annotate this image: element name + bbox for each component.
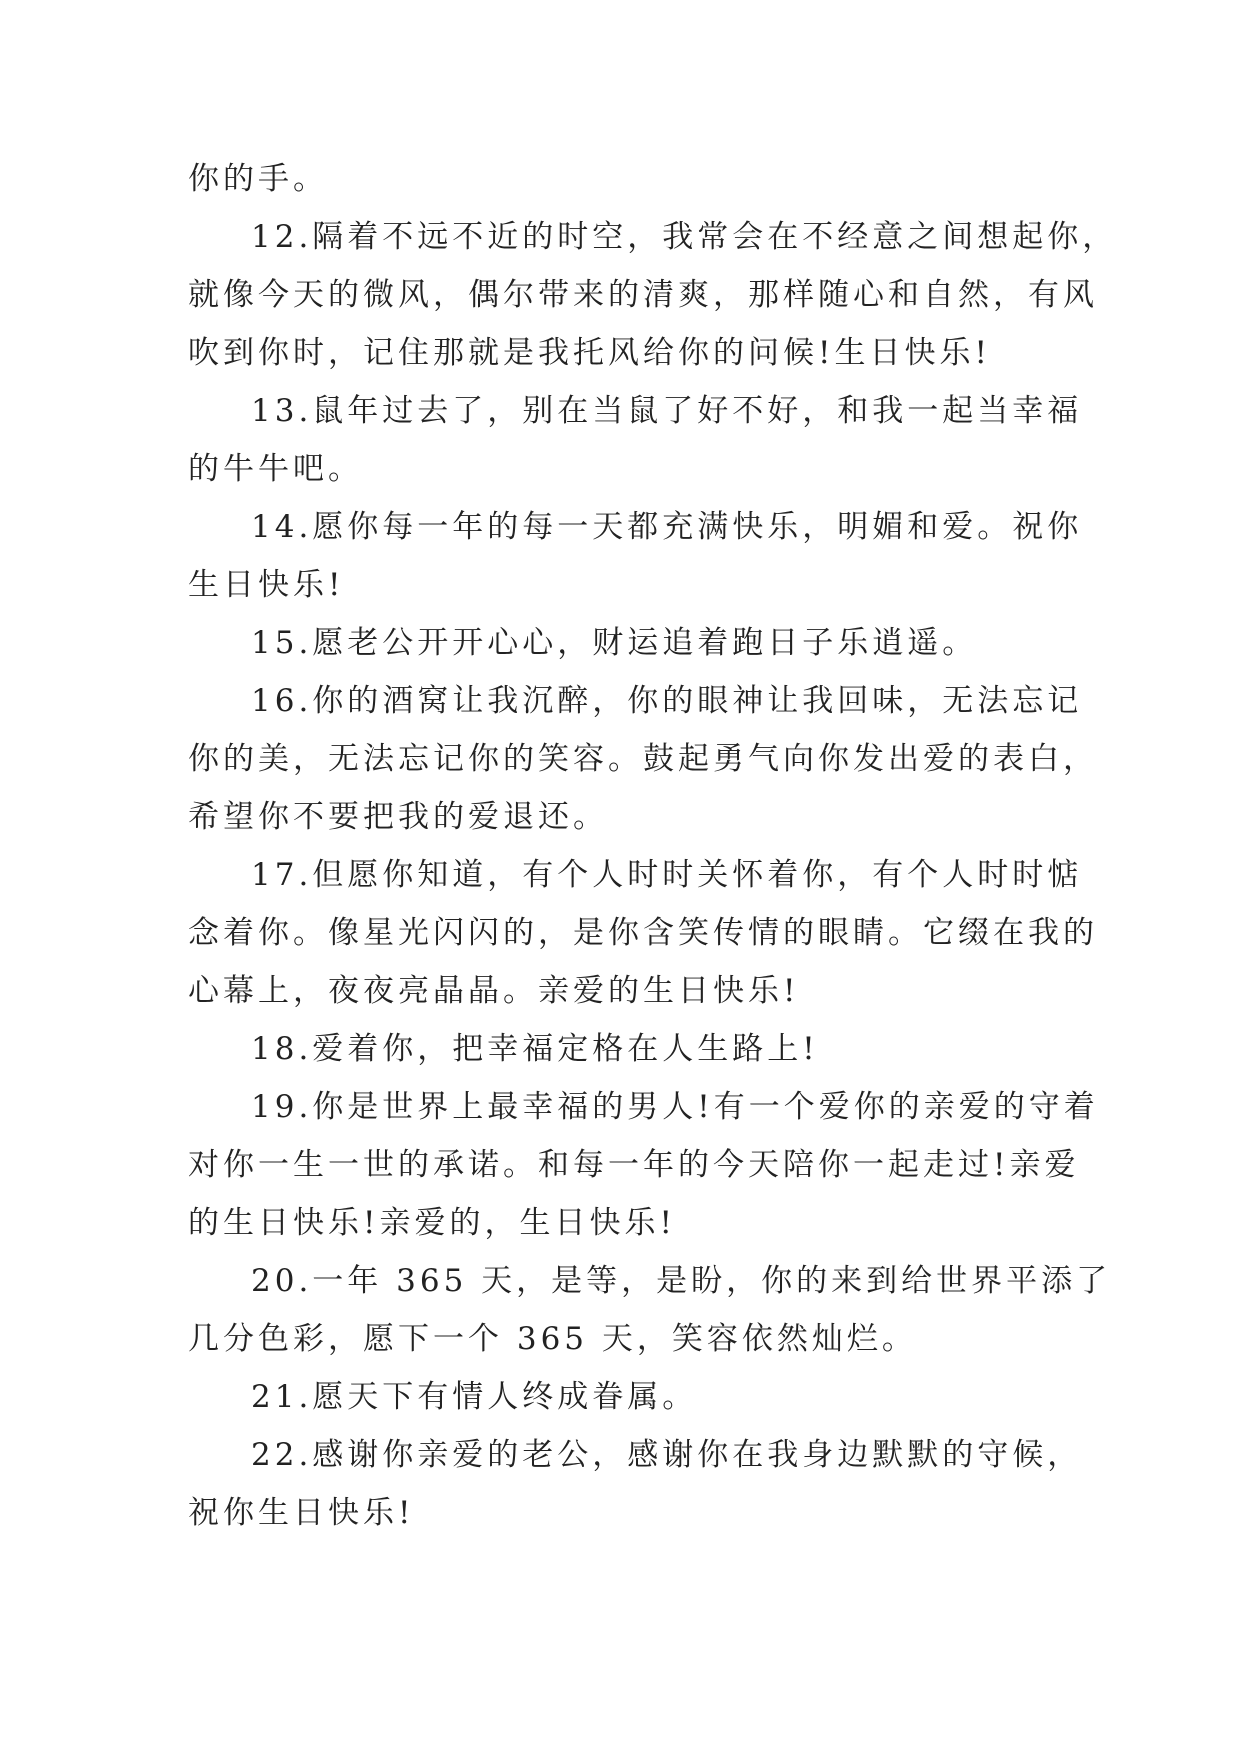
text-line: 14.愿你每一年的每一天都充满快乐，明媚和爱。祝你 [251, 509, 1083, 545]
document-body [188, 150, 1118, 1542]
text-line: 17.但愿你知道，有个人时时关怀着你，有个人时时惦 [251, 857, 1083, 893]
text-line: 生日快乐! [188, 567, 345, 603]
text-line: 祝你生日快乐! [188, 1495, 415, 1531]
text-line: 念着你。像星光闪闪的，是你含笑传情的眼睛。它缀在我的 [188, 915, 1098, 951]
text-line: 心幕上，夜夜亮晶晶。亲爱的生日快乐! [188, 973, 800, 1009]
text-line: 就像今天的微风，偶尔带来的清爽，那样随心和自然，有风 [188, 277, 1098, 313]
text-line: 你的美，无法忘记你的笑容。鼓起勇气向你发出爱的表白， [188, 741, 1098, 777]
text-line: 几分色彩，愿下一个 365 天，笑容依然灿烂。 [188, 1321, 917, 1357]
text-line: 的生日快乐!亲爱的，生日快乐! [188, 1205, 676, 1241]
text-line: 对你一生一世的承诺。和每一年的今天陪你一起走过!亲爱 [188, 1147, 1080, 1183]
text-line: 21.愿天下有情人终成眷属。 [251, 1379, 698, 1415]
text-line: 22.感谢你亲爱的老公，感谢你在我身边默默的守候， [251, 1437, 1083, 1473]
text-line: 你的手。 [188, 161, 328, 197]
text-line: 15.愿老公开开心心，财运追着跑日子乐逍遥。 [251, 625, 978, 661]
text-line: 20.一年 365 天，是等，是盼，你的来到给世界平添了 [251, 1263, 1112, 1299]
text-line: 19.你是世界上最幸福的男人!有一个爱你的亲爱的守着 [251, 1089, 1099, 1125]
text-line: 12.隔着不远不近的时空，我常会在不经意之间想起你， [251, 219, 1118, 255]
text-line: 吹到你时，记住那就是我托风给你的问候!生日快乐! [188, 335, 991, 371]
text-line: 的牛牛吧。 [188, 451, 363, 487]
text-line: 18.爱着你，把幸福定格在人生路上! [251, 1031, 819, 1067]
text-line: 13.鼠年过去了，别在当鼠了好不好，和我一起当幸福 [251, 393, 1083, 429]
text-line: 希望你不要把我的爱退还。 [188, 799, 608, 835]
text-line: 16.你的酒窝让我沉醉，你的眼神让我回味，无法忘记 [251, 683, 1083, 719]
